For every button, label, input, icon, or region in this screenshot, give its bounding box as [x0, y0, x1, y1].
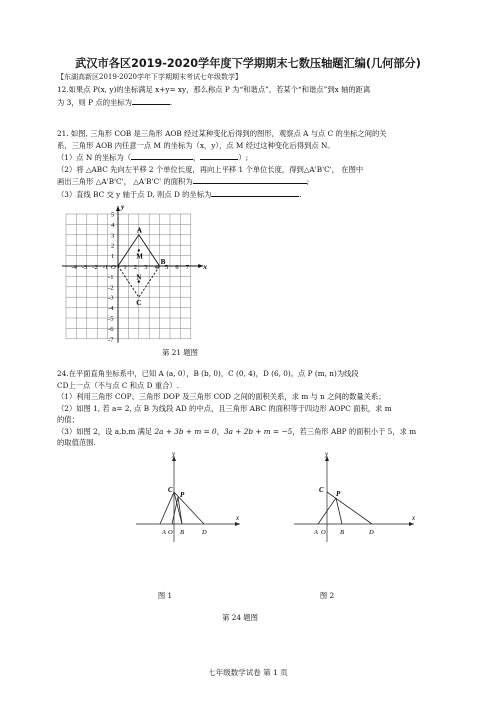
fig2-label-p: P: [336, 490, 341, 498]
grid-y-tick-label: -5: [108, 315, 114, 323]
q12-line2: 为 3，则 P 点的坐标为 .: [57, 97, 173, 107]
fig1-label-c: C: [168, 486, 173, 494]
q21-line2: 系，三角形 AOB 内任意一点 M 的坐标为（x，y），点 M 经过这种变化后得到点 N。: [57, 140, 335, 150]
q21-line3: （1）点 N 的坐标为（ ， ）;: [57, 153, 249, 162]
fig1-x-arrow: [235, 522, 240, 526]
grid-x-tick-label: -2: [92, 264, 98, 271]
fig1-caption: 图 1: [157, 591, 173, 600]
q24-equation-2: 3a + 2b + m = −5: [223, 426, 293, 436]
figure-24-1: [128, 446, 250, 546]
grid-y-tick-label: -6: [108, 325, 114, 333]
fig1-label-o: O: [168, 529, 173, 536]
q12-answer-blank[interactable]: [132, 96, 170, 105]
fig2-label-d: D: [369, 529, 374, 536]
grid-x-tick-label: 6: [175, 264, 179, 271]
grid-x-tick-label: -3: [81, 264, 88, 271]
label-b: B: [160, 258, 166, 266]
q21-n-x-blank[interactable]: [131, 151, 193, 160]
grid-y-tick-label: 2: [111, 242, 115, 250]
grid-y-tick-label: -3: [108, 294, 114, 302]
grid-y-tick-label: -2: [108, 284, 114, 292]
grid-y-tick-label: 5: [111, 211, 115, 219]
label-a: A: [136, 226, 143, 235]
grid-x-tick-label: -1: [102, 264, 109, 271]
grid-y-arrow: [116, 206, 120, 211]
grid-lines: [62, 206, 203, 343]
q24-line3: （1）利用三角形 COP、三角形 DOP 及三角形 COD 之间的面积关系，求 m 与 n 之间的数量关系；: [57, 392, 386, 401]
point-m: [138, 249, 140, 251]
q24-line2: CD上一点（不与点 C 和点 D 重合）.: [57, 380, 180, 390]
fig2-label-c: C: [319, 486, 324, 494]
q24-line1: 24.在平面直角坐标系中，已知 A (a, 0），B (b, 0)，C (0, 4)，D (6, 0)。点 P (m, n)为线段: [57, 369, 359, 378]
label-m: M: [136, 252, 143, 261]
grid-x-tick-label: 2: [133, 264, 138, 271]
fig1-segment-pa: [172, 497, 178, 524]
q24-line7: 的取值范围.: [57, 438, 96, 447]
figure-21-grid: [60, 202, 230, 344]
fig1-segment-cd: [174, 492, 204, 524]
fig2-label-b: B: [340, 529, 344, 536]
grid-y-axis-label: y: [121, 202, 125, 211]
q21-n-y-blank[interactable]: [200, 151, 238, 160]
grid-y-tick-label: -1: [108, 273, 114, 281]
fig2-label-o: O: [321, 529, 326, 536]
fig1-segment-ac: [160, 492, 174, 524]
fig2-label-a: A: [314, 529, 318, 536]
question-12: [57, 84, 443, 108]
fig1-label-p: P: [180, 491, 185, 499]
grid-y-tick-label: -4: [108, 305, 114, 313]
source-note: 【东湖高新区2019-2020学年下学期期末考试七年级数学】: [57, 73, 242, 81]
q12-line1: 12.如果点 P(x, y)的坐标满足 x+y= xy，那么称点 P 为“和谐点”，若某个“和谐点”到x 轴的距离: [57, 85, 371, 94]
grid-x-tick-label: -4: [71, 264, 77, 271]
fig1-label-x: x: [236, 514, 240, 522]
q21-line1: 21. 如图, 三角形 COB 是三角形 AOB 经过某种变化后得到的图形，观察点 A 与点 C 的坐标之间的关: [57, 129, 387, 138]
q21-d-blank[interactable]: [211, 188, 299, 197]
document-title: 武汉市各区2019-2020学年度下学期期末七数压轴题汇编(几何部分): [75, 57, 421, 70]
grid-x-tick-label: 3: [144, 264, 148, 271]
grid-x-axis-label: x: [203, 262, 207, 271]
grid-y-tick-label: 1: [111, 253, 115, 261]
fig2-segment-cd: [327, 492, 372, 524]
fig1-label-d: D: [202, 529, 207, 536]
grid-x-tick-label: 7: [185, 264, 190, 271]
grid-y-tick-label: 3: [111, 232, 115, 240]
q21-line6: （3）直线 BC 交 y 轴于点 D, 则点 D 的坐标为 .: [57, 189, 302, 199]
grid-y-tick-label: 4: [111, 221, 115, 229]
label-c: C: [136, 299, 142, 308]
fig2-caption: 图 2: [319, 591, 335, 600]
grid-x-tick-label: 4: [154, 264, 158, 271]
q21-line5: 画出三角形 △A'B'C'， △A'B'C' 的面积为 ;: [57, 177, 310, 186]
fig2-label-x: x: [412, 514, 416, 522]
figure-24-2: [284, 446, 424, 546]
fig1-label-y: y: [172, 450, 176, 458]
fig2-label-y: y: [325, 450, 329, 458]
q24-line5: 的值；: [57, 415, 79, 424]
q24-figure-caption: 第 24 题图: [222, 613, 258, 622]
q24-equation-1: 2a + 3b + m = 0: [154, 426, 217, 436]
question-21: [57, 128, 443, 200]
question-24: [57, 368, 443, 449]
q21-area-blank[interactable]: [193, 175, 307, 184]
label-n: N: [136, 273, 142, 282]
grid-x-tick-label: 1: [123, 264, 127, 271]
grid-y-tick-label: -7: [108, 336, 114, 344]
q24-line6: （3）如图 2，设 a,b,m 满足 2a + 3b + m = 0，3a + 2b + m = −5，若三角形 ABP 的面积小于 5，求 m: [57, 426, 417, 436]
fig1-label-b: B: [180, 529, 184, 536]
fig2-x-arrow: [409, 522, 414, 526]
fig1-label-a: A: [162, 529, 166, 536]
q21-figure-caption: 第 21 题图: [162, 348, 198, 357]
grid-x-tick-label: O: [111, 264, 116, 271]
page-footer: 七年级数学试卷 第 1 页: [208, 668, 288, 677]
q24-line4: （2）如图 1, 若 a= 2, 点 B 为线段 AD 的中点，且三角形 ABC 的面积等于四边形 AOPC 面积，求 m: [57, 403, 392, 413]
grid-x-tick-label: 5: [165, 264, 169, 271]
q21-line4: （2）将 △ABC 先向左平移 2 个单位长度，再向上平移 1 个单位长度，得到△A'B'C'， 在图中: [57, 164, 364, 174]
